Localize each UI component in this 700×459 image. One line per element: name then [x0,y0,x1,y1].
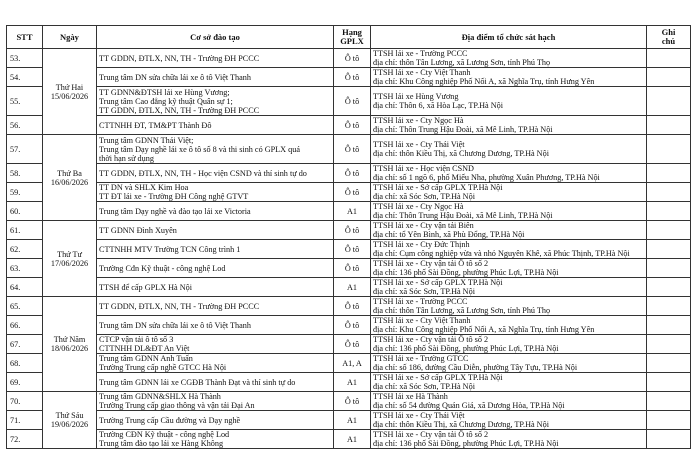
cell-day [43,297,97,392]
dia-diem-line: TTSH lái xe - Cty Ngọc Hà [373,116,464,125]
table-body [7,49,691,449]
cell-ghi-chu [647,430,691,449]
cell-dia-diem [371,135,647,164]
cell-day [43,135,97,221]
cell-hang-gplx: A1, A [334,354,371,373]
schedule-table [6,25,691,449]
co-so-line: TT ĐT lái xe - Trường ĐH Công nghệ GTVT [99,192,249,201]
dia-diem-line: TTSH lái xe - Sở cấp GPLX TP.Hà Nội [373,183,503,192]
cell-co-so-dao-tao [97,297,334,316]
header-ngay: Ngày [43,26,97,49]
cell-co-so-dao-tao [97,373,334,392]
co-so-line: TT GDNN&ĐTSH lái xe Hùng Vương; [99,87,230,97]
cell-hang-gplx: A1 [334,202,371,221]
cell-co-so-dao-tao [97,392,334,411]
dia-diem-line: TTSH lái xe - Cty vận tải Ô tô số 2 [373,430,489,439]
table-row [7,240,691,259]
cell-hang-gplx: Ô tô [334,392,371,411]
dia-diem-line: địa chỉ: thôn Kiều Thị, xã Chương Dương, TP.Hà Nội [373,420,549,429]
cell-ghi-chu [647,335,691,354]
table-row [7,316,691,335]
cell-hang-gplx: Ô tô [334,164,371,183]
dia-diem-line: TTSH lái xe - Cty Đức Thịnh [373,240,470,249]
dia-diem-line: TTSH lái xe Hà Thành [373,392,448,401]
cell-dia-diem [371,202,647,221]
cell-day [43,221,97,297]
cell-co-so-dao-tao [97,240,334,259]
cell-ghi-chu [647,278,691,297]
cell-ghi-chu [647,316,691,335]
dia-diem-line: địa chỉ: xã Sóc Sơn, TP.Hà Nội [373,192,475,201]
cell-hang-gplx: A1 [334,373,371,392]
cell-hang-gplx: Ô tô [334,116,371,135]
co-so-line: Trung tâm Cao đẳng kỹ thuật Quân sự 1; [99,96,233,106]
table-row [7,49,691,68]
cell-hang-gplx: Ô tô [334,68,371,87]
header-co-so-dao-tao: Cơ sở đào tạo [97,26,334,49]
cell-co-so-dao-tao [97,183,334,202]
cell-dia-diem [371,116,647,135]
table-row [7,116,691,135]
day-name: Thứ Ba [57,168,82,178]
table-row [7,297,691,316]
co-so-line: Trung tâm GDNN Thái Việt; [99,135,194,145]
cell-stt: 63. [7,259,43,278]
co-so-line: Trường Trung cấp Cầu đường và Dạy nghề [99,415,241,425]
cell-stt: 54. [7,68,43,87]
cell-hang-gplx: A1 [334,411,371,430]
header-dia-diem: Địa điểm tổ chức sát hạch [371,26,647,49]
dia-diem-line: địa chỉ: xã Sóc Sơn, TP.Hà Nội [373,287,475,296]
cell-dia-diem [371,373,647,392]
co-so-line: TT DN và SHLX Kim Hoa [99,183,189,192]
cell-day [43,49,97,135]
cell-stt: 55. [7,87,43,116]
cell-ghi-chu [647,297,691,316]
co-so-line: Trung tâm GDNN Anh Tuấn [99,354,193,363]
co-so-line: Trường CĐN Kỹ thuật - công nghệ Lod [99,430,230,439]
co-so-line: Trường Cđn Kỹ thuật - công nghệ Lod [99,263,226,273]
day-name: Thứ Tư [57,249,82,259]
dia-diem-line: địa chỉ: 136 phố Sài Đồng, phường Phúc Lợi, TP.Hà Nội [373,344,559,353]
cell-hang-gplx: Ô tô [334,221,371,240]
co-so-line: TT GDNN Đình Xuyên [99,225,177,235]
dia-diem-line: TTSH lái xe - Cty Việt Thanh [373,68,471,77]
cell-dia-diem [371,316,647,335]
cell-ghi-chu [647,354,691,373]
table-row [7,335,691,354]
cell-dia-diem [371,68,647,87]
dia-diem-line: TTSH lái xe Hùng Vương [373,92,459,101]
table-row [7,183,691,202]
table-row [7,135,691,164]
cell-co-so-dao-tao [97,135,334,164]
cell-ghi-chu [647,202,691,221]
co-so-line: Trung tâm đào tạo lái xe Hàng Không [99,439,224,448]
co-so-line: TT GDDN, ĐTLX, NN, TH - Trường ĐH PCCC [99,105,260,115]
dia-diem-line: TTSH lái xe - Cty Ngọc Hà [373,202,464,211]
cell-dia-diem [371,87,647,116]
co-so-line: Trung tâm GDNN&SHLX Hà Thành [99,392,221,401]
dia-diem-line: địa chỉ: 136 phố Sài Đồng, phường Phúc Lợi, TP.Hà Nội [373,268,559,277]
table-row [7,87,691,116]
cell-stt: 72. [7,430,43,449]
dia-diem-line: TTSH lái xe - Sở cấp GPLX TP.Hà Nội [373,278,503,287]
cell-stt: 53. [7,49,43,68]
table-row [7,411,691,430]
dia-diem-line: địa chỉ: số 54 đường Quán Giá, xã Dương Hòa, TP.Hà Nội [373,401,565,410]
co-so-line: TTSH để cấp GPLX Hà Nội [99,282,193,292]
cell-dia-diem [371,183,647,202]
day-name: Thứ Sáu [55,411,84,420]
cell-ghi-chu [647,373,691,392]
co-so-line: thời hạn sử dụng [99,153,154,163]
cell-dia-diem [371,354,647,373]
dia-diem-line: địa chỉ: 136 phố Sài Đồng, phường Phúc Lợi, TP.Hà Nội [373,439,559,448]
cell-dia-diem [371,392,647,411]
cell-ghi-chu [647,87,691,116]
cell-hang-gplx: Ô tô [334,87,371,116]
dia-diem-line: TTSH lái xe - Cty Thái Việt [373,411,465,420]
co-so-line: Trung tâm Dạy nghề lái xe ô tô số 8 và thi sinh có GPLX quá [99,144,300,154]
cell-stt: 69. [7,373,43,392]
dia-diem-line: TTSH lái xe - Trường GTCC [373,354,469,363]
co-so-line: TT GDDN, ĐTLX, NN, TH - Trường ĐH PCCC [99,301,260,311]
dia-diem-line: địa chỉ: thôn Tân Lương, xã Lương Sơn, tỉnh Phú Thọ [373,58,551,67]
dia-diem-line: TTSH lái xe - Cty vận tải Ô tô số 2 [373,335,489,344]
dia-diem-line: địa chỉ: số 1 ngõ 6, phố Miếu Nha, phường Xuân Phương, TP.Hà Nội [373,173,600,182]
dia-diem-line: TTSH lái xe - Cty vận tải Biên [373,221,474,230]
dia-diem-line: TTSH lái xe - Trường PCCC [373,297,468,306]
cell-stt: 56. [7,116,43,135]
cell-co-so-dao-tao [97,116,334,135]
dia-diem-line: địa chỉ: Thôn 6, xã Hòa Lạc, TP.Hà Nội [373,101,503,110]
cell-dia-diem [371,259,647,278]
day-name: Thứ Hai [55,82,84,92]
dia-diem-line: TTSH lái xe - Cty Thái Việt [373,140,465,149]
cell-ghi-chu [647,135,691,164]
co-so-line: CTTNHH DL&ĐT An Việt [99,344,190,353]
dia-diem-line: địa chỉ: thôn Kiều Thị, xã Chương Dương, TP.Hà Nội [373,149,549,158]
co-so-line: Trung tâm Dạy nghề và đào tạo lái xe Victoria [99,206,251,216]
header-ghi-chu: Ghi chú [647,26,691,49]
dia-diem-line: TTSH lái xe - Cty Việt Thanh [373,316,471,325]
cell-stt: 65. [7,297,43,316]
dia-diem-line: địa chỉ: thôn Tân Lương, xã Lương Sơn, tỉnh Phú Thọ [373,306,551,315]
cell-co-so-dao-tao [97,430,334,449]
cell-co-so-dao-tao [97,335,334,354]
cell-ghi-chu [647,68,691,87]
cell-stt: 71. [7,411,43,430]
day-date: 16/06/2026 [50,177,89,187]
cell-co-so-dao-tao [97,411,334,430]
cell-ghi-chu [647,116,691,135]
co-so-line: Trung tâm DN sửa chữa lái xe ô tô Việt Thanh [99,320,251,330]
cell-hang-gplx: Ô tô [334,49,371,68]
co-so-line: Trường Trung cấp nghề GTCC Hà Nội [99,363,227,372]
table-row [7,164,691,183]
cell-stt: 68. [7,354,43,373]
cell-dia-diem [371,335,647,354]
cell-dia-diem [371,278,647,297]
co-so-line: Trường Trung cấp giao thông và vận tải Đại An [99,401,255,410]
dia-diem-line: địa chỉ: Thôn Trung Hậu Đoài, xã Mê Linh, TP.Hà Nội [373,125,553,134]
co-so-line: CTTNHH MTV Trường TCN Công trình 1 [99,244,241,254]
cell-ghi-chu [647,259,691,278]
dia-diem-line: địa chỉ: Thôn Trung Hậu Đoài, xã Mê Linh, TP.Hà Nội [373,211,553,220]
cell-dia-diem [371,221,647,240]
cell-co-so-dao-tao [97,87,334,116]
header-hang-gplx: Hạng GPLX [334,26,371,49]
cell-hang-gplx: A1 [334,278,371,297]
cell-dia-diem [371,49,647,68]
cell-co-so-dao-tao [97,164,334,183]
day-date: 15/06/2026 [50,91,89,101]
table-row [7,354,691,373]
cell-co-so-dao-tao [97,49,334,68]
cell-hang-gplx: Ô tô [334,240,371,259]
dia-diem-line: địa chỉ: tổ Yên Bình, xã Phù Đổng, TP.Hà Nội [373,230,525,239]
cell-ghi-chu [647,221,691,240]
cell-dia-diem [371,411,647,430]
table-row [7,221,691,240]
cell-co-so-dao-tao [97,202,334,221]
co-so-line: TT GDDN, ĐTLX, NN, TH - Trường ĐH PCCC [99,53,260,63]
dia-diem-line: địa chỉ: Khu Công nghiệp Phố Nối A, xã Nghĩa Trụ, tỉnh Hưng Yên [373,325,595,334]
co-so-line: TT GDDN, ĐTLX, NN, TH - Học viện CSND và thí sinh tự do [99,168,307,178]
header-row [7,26,691,49]
co-so-line: CTCP vận tải ô tô số 3 [99,335,174,344]
dia-diem-line: TTSH lái xe - Học viện CSND [373,164,474,173]
cell-hang-gplx: Ô tô [334,335,371,354]
dia-diem-line: địa chỉ: số 186, đường Cầu Diễn, phường Tây Tựu, TP.Hà Nội [373,363,578,372]
table-row [7,202,691,221]
cell-hang-gplx: Ô tô [334,316,371,335]
cell-stt: 64. [7,278,43,297]
cell-ghi-chu [647,49,691,68]
cell-day [43,392,97,449]
cell-co-so-dao-tao [97,278,334,297]
header-stt: STT [7,26,43,49]
cell-co-so-dao-tao [97,354,334,373]
cell-stt: 59. [7,183,43,202]
cell-hang-gplx: Ô tô [334,259,371,278]
table-row [7,373,691,392]
dia-diem-line: TTSH lái xe - Sở cấp GPLX TP.Hà Nội [373,373,503,382]
cell-ghi-chu [647,240,691,259]
co-so-line: CTTNHH ĐT, TM&PT Thành Đô [99,120,212,130]
day-date: 18/06/2026 [50,344,89,353]
table-row [7,259,691,278]
cell-dia-diem [371,430,647,449]
cell-dia-diem [371,164,647,183]
day-date: 17/06/2026 [50,258,89,268]
table-row [7,278,691,297]
cell-stt: 66. [7,316,43,335]
cell-hang-gplx: A1 [334,430,371,449]
cell-hang-gplx: Ô tô [334,135,371,164]
co-so-line: Trung tâm GDNN lái xe CGĐB Thành Đạt và thí sinh tự do [99,377,296,387]
cell-hang-gplx: Ô tô [334,297,371,316]
dia-diem-line: địa chỉ: Khu Công nghiệp Phố Nối A, xã Nghĩa Trụ, tỉnh Hưng Yên [373,77,595,86]
dia-diem-line: địa chỉ: xã Sóc Sơn, TP.Hà Nội [373,382,475,391]
cell-co-so-dao-tao [97,221,334,240]
cell-hang-gplx: Ô tô [334,183,371,202]
cell-stt: 58. [7,164,43,183]
co-so-line: Trung tâm DN sửa chữa lái xe ô tô Việt Thanh [99,72,251,82]
dia-diem-line: địa chỉ: Cụm công nghiệp vừa và nhỏ Nguyên Khê, xã Phúc Thịnh, TP.Hà Nội [373,249,630,258]
dia-diem-line: TTSH lái xe - Trường PCCC [373,49,468,58]
table-row [7,68,691,87]
cell-ghi-chu [647,411,691,430]
cell-ghi-chu [647,183,691,202]
cell-stt: 70. [7,392,43,411]
cell-stt: 57. [7,135,43,164]
cell-stt: 60. [7,202,43,221]
cell-stt: 61. [7,221,43,240]
day-name: Thứ Năm [53,335,86,344]
day-date: 19/06/2026 [50,420,89,429]
cell-co-so-dao-tao [97,259,334,278]
cell-dia-diem [371,240,647,259]
table-row [7,430,691,449]
cell-dia-diem [371,297,647,316]
cell-co-so-dao-tao [97,68,334,87]
table-row [7,392,691,411]
cell-co-so-dao-tao [97,316,334,335]
cell-stt: 62. [7,240,43,259]
cell-ghi-chu [647,164,691,183]
dia-diem-line: TTSH lái xe - Cty vận tải Ô tô số 2 [373,259,489,268]
cell-ghi-chu [647,392,691,411]
cell-stt: 67. [7,335,43,354]
